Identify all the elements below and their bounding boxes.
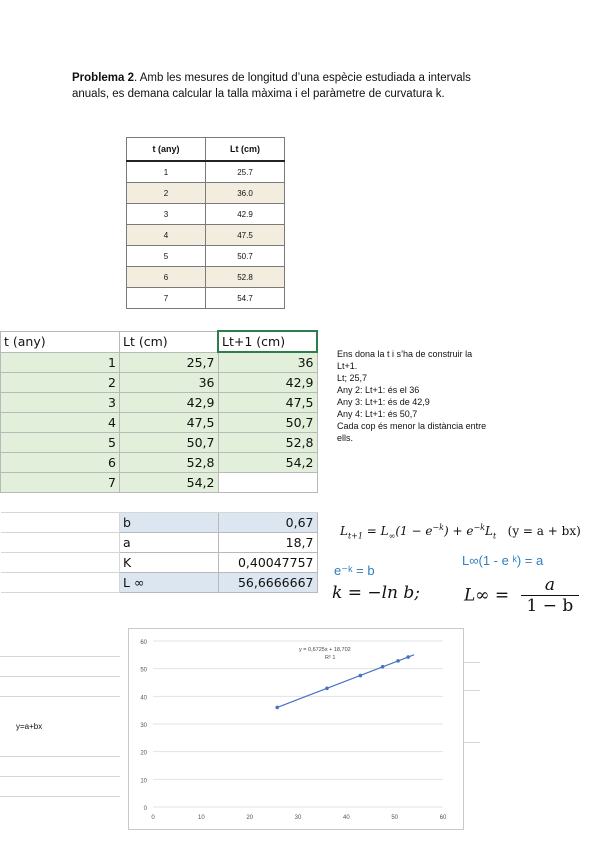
data-point xyxy=(396,659,400,663)
note-line: Any 3: Lt+1: és de 42,9 xyxy=(337,397,430,407)
sheet-row xyxy=(1,352,318,373)
sheet-gridline xyxy=(462,742,480,743)
x-tick-label: 50 xyxy=(391,815,399,821)
sheet-cell-lt1[interactable]: 47,5 xyxy=(218,393,317,413)
sheet-row xyxy=(1,413,318,433)
param-value[interactable]: 18,7 xyxy=(218,533,317,553)
sheet-cell-lt1[interactable]: 36 xyxy=(218,352,317,373)
param-row xyxy=(1,513,318,533)
spreadsheet-header xyxy=(1,331,318,352)
x-tick-label: 40 xyxy=(342,815,350,821)
linf-denominator: 1 − b xyxy=(526,596,574,616)
cell-lt: 52.8 xyxy=(206,267,285,288)
sheet-cell-lt1[interactable]: 42,9 xyxy=(218,373,317,393)
y-tick-label: 60 xyxy=(140,640,147,646)
cell-t: 3 xyxy=(127,204,206,225)
param-value[interactable]: 0,67 xyxy=(218,513,317,533)
sheet-cell-lt[interactable]: 52,8 xyxy=(120,453,219,473)
sheet-row xyxy=(1,453,318,473)
model-side-label: y=a+bx xyxy=(16,722,43,731)
x-tick-label: 0 xyxy=(151,815,155,821)
sheet-row xyxy=(1,433,318,453)
sheet-cell-lt[interactable]: 42,9 xyxy=(120,393,219,413)
param-label[interactable]: K xyxy=(120,553,219,573)
k-equation xyxy=(332,583,420,603)
linf-a-equation: L∞(1 - e ᵏ) = a xyxy=(462,553,544,568)
sheet-cell-t[interactable]: 7 xyxy=(1,473,120,493)
table-row xyxy=(127,183,285,204)
cell-t: 7 xyxy=(127,288,206,309)
scatter-chart[interactable] xyxy=(128,628,464,830)
note-line: Ens dona la t i s’ha de construir la xyxy=(337,349,473,359)
cell-lt: 25.7 xyxy=(206,161,285,183)
sheet-gridline xyxy=(0,696,120,697)
cell-t: 5 xyxy=(127,246,206,267)
table-row xyxy=(127,161,285,183)
linf-fraction xyxy=(521,575,580,616)
sheet-cell-lt[interactable]: 25,7 xyxy=(120,352,219,373)
sheet-cell-lt1[interactable]: 54,2 xyxy=(218,453,317,473)
cell-t: 4 xyxy=(127,225,206,246)
sheet-cell-t[interactable]: 5 xyxy=(1,433,120,453)
sheet-cell-t[interactable]: 2 xyxy=(1,373,120,393)
data-table xyxy=(126,137,285,309)
ek-equation: e⁻ᵏ = b xyxy=(334,563,375,578)
eq-l: L xyxy=(340,524,348,538)
problem-statement xyxy=(72,70,492,102)
sheet-gridline xyxy=(462,662,480,663)
sheet-gridline xyxy=(0,796,120,797)
sheet-header-lt1[interactable]: Lt+1 (cm) xyxy=(218,331,317,352)
data-point xyxy=(325,687,329,691)
sheet-blank-cell[interactable] xyxy=(1,493,120,513)
y-tick-label: 30 xyxy=(140,723,147,729)
table-row xyxy=(127,267,285,288)
sheet-cell-lt1[interactable] xyxy=(218,473,317,493)
problem-title: Problema 2 xyxy=(72,72,134,84)
sheet-cell-t[interactable]: 1 xyxy=(1,352,120,373)
sheet-gridline xyxy=(462,690,480,691)
sheet-cell-t[interactable]: 6 xyxy=(1,453,120,473)
x-tick-label: 10 xyxy=(197,815,205,821)
y-tick-label: 20 xyxy=(140,750,147,757)
param-value[interactable]: 0,40047757 xyxy=(218,553,317,573)
cell-t: 6 xyxy=(127,267,206,288)
sheet-blank-row xyxy=(1,493,318,513)
x-tick-label: 20 xyxy=(246,815,254,821)
model-equation: (y = a + bx) xyxy=(507,524,581,538)
sheet-header-lt[interactable]: Lt (cm) xyxy=(120,331,219,352)
y-tick-label: 40 xyxy=(140,695,147,702)
cell-t: 2 xyxy=(127,183,206,204)
sheet-cell-lt1[interactable]: 50,7 xyxy=(218,413,317,433)
problem-text: . Amb les mesures de longitud d’una espècie estudiada a intervals anuals, es demana calcular la talla màxima i el paràmetre de curvatura k. xyxy=(72,72,471,100)
note-line: Lt+1. xyxy=(337,361,358,371)
header-t: t (any) xyxy=(127,138,206,162)
data-point xyxy=(359,674,363,678)
sheet-row xyxy=(1,473,318,493)
sheet-cell-lt[interactable]: 54,2 xyxy=(120,473,219,493)
y-tick-label: 50 xyxy=(140,667,147,674)
table-row xyxy=(127,246,285,267)
sheet-blank-cell[interactable] xyxy=(120,493,219,513)
trendline xyxy=(277,655,414,708)
linf-equation xyxy=(464,575,579,616)
linf-numerator: a xyxy=(521,575,580,596)
sheet-cell-lt[interactable]: 50,7 xyxy=(120,433,219,453)
sheet-gridline xyxy=(0,776,120,777)
cell-t: 1 xyxy=(127,161,206,183)
explanation-note xyxy=(337,348,527,444)
param-row xyxy=(1,553,318,573)
note-line: Lt; 25,7 xyxy=(337,373,368,383)
note-line: Any 4: Lt+1: és 50,7 xyxy=(337,409,418,419)
table-row xyxy=(127,288,285,309)
y-tick-label: 10 xyxy=(140,778,147,785)
sheet-cell-t[interactable]: 3 xyxy=(1,393,120,413)
table-row xyxy=(127,225,285,246)
sheet-blank-cell[interactable] xyxy=(1,533,120,553)
y-tick-label: 0 xyxy=(143,806,147,812)
param-row xyxy=(1,533,318,553)
sheet-blank-cell[interactable] xyxy=(218,493,317,513)
param-row xyxy=(1,573,318,593)
header-lt: Lt (cm) xyxy=(206,138,285,162)
recursion-equation: $L_{t+1} = L_\infty(1 - e^{-k}) + e^{-k}L_t$ (y = a + bx) xyxy=(340,523,581,541)
cell-lt: 50.7 xyxy=(206,246,285,267)
k-eq-text: k = −ln b; xyxy=(332,583,420,603)
data-point xyxy=(275,706,279,710)
sheet-blank-cell[interactable] xyxy=(1,513,120,533)
cell-lt: 54.7 xyxy=(206,288,285,309)
sheet-gridline xyxy=(0,676,120,677)
cell-lt: 36.0 xyxy=(206,183,285,204)
sheet-cell-lt1[interactable]: 52,8 xyxy=(218,433,317,453)
param-label[interactable]: b xyxy=(120,513,219,533)
sheet-blank-cell[interactable] xyxy=(1,553,120,573)
table-row xyxy=(127,204,285,225)
cell-lt: 42.9 xyxy=(206,204,285,225)
cell-lt: 47.5 xyxy=(206,225,285,246)
sheet-cell-lt[interactable]: 47,5 xyxy=(120,413,219,433)
sheet-row xyxy=(1,373,318,393)
sheet-row xyxy=(1,393,318,413)
sheet-gridline xyxy=(0,656,120,657)
sheet-gridline xyxy=(0,756,120,757)
data-point xyxy=(406,655,410,659)
data-table-header xyxy=(127,138,285,162)
note-line: Any 2: Lt+1: és el 36 xyxy=(337,385,420,395)
sheet-blank-cell[interactable] xyxy=(1,573,120,593)
spreadsheet xyxy=(0,330,318,593)
trendline-label: y = 0,6725x + 18,702 xyxy=(299,647,351,653)
r2-label: R² 1 xyxy=(325,655,336,661)
sheet-cell-lt[interactable]: 36 xyxy=(120,373,219,393)
param-value[interactable]: 56,6666667 xyxy=(218,573,317,593)
param-label[interactable]: a xyxy=(120,533,219,553)
note-line: Cada cop és menor la distància entre xyxy=(337,421,487,431)
sheet-cell-t[interactable]: 4 xyxy=(1,413,120,433)
x-tick-label: 30 xyxy=(294,815,302,821)
linf-lhs: L∞ = xyxy=(464,585,510,606)
chart-svg xyxy=(129,629,463,829)
x-tick-label: 60 xyxy=(439,815,447,821)
param-label[interactable]: L ∞ xyxy=(120,573,219,593)
note-line: ells. xyxy=(337,433,354,443)
sheet-header-t[interactable]: t (any) xyxy=(1,331,120,352)
data-point xyxy=(381,665,385,669)
